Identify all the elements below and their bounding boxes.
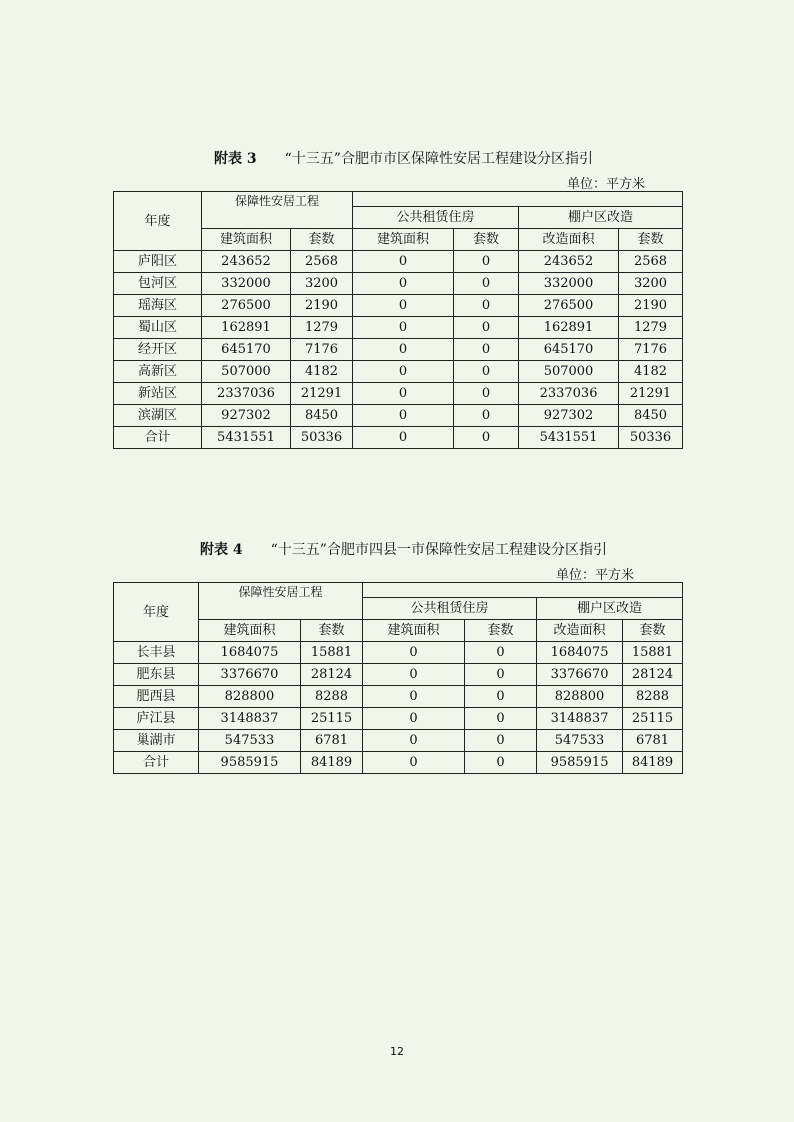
district-cell: 合计 (114, 427, 202, 449)
rent-area-cell: 0 (353, 339, 454, 361)
units-cell: 8450 (291, 405, 353, 427)
rent-area-cell: 0 (363, 752, 465, 774)
table-row (114, 295, 683, 317)
area-cell: 645170 (202, 339, 291, 361)
header-blank-cell (353, 192, 683, 207)
area-cell: 3148837 (199, 708, 301, 730)
area-cell: 2337036 (202, 383, 291, 405)
table-row (114, 317, 683, 339)
table-row (114, 427, 683, 449)
shanty-area-cell: 162891 (519, 317, 619, 339)
table4-caption-title: “十三五”合肥市四县一市保障性安居工程建设分区指引 (270, 542, 607, 558)
rent-area-cell: 0 (363, 642, 465, 664)
units-cell: 6781 (301, 730, 363, 752)
table-row (114, 383, 683, 405)
district-cell: 巢湖市 (114, 730, 199, 752)
district-cell: 经开区 (114, 339, 202, 361)
shanty-units-cell: 2568 (619, 251, 683, 273)
shanty-area-cell: 5431551 (519, 427, 619, 449)
area-cell: 243652 (202, 251, 291, 273)
units-cell: 21291 (291, 383, 353, 405)
col-header-rent-area: 建筑面积 (353, 229, 454, 251)
district-cell: 肥西县 (114, 686, 199, 708)
group-header-rent: 公共租赁住房 (363, 598, 537, 620)
table-row (114, 664, 683, 686)
col-header-shanty-units: 套数 (623, 620, 683, 642)
col-header-shanty-units: 套数 (619, 229, 683, 251)
table-row (114, 752, 683, 774)
table-row (114, 251, 683, 273)
group-header-shanty: 棚户区改造 (519, 207, 683, 229)
header-blank-cell (363, 583, 683, 598)
page-number: 12 (390, 1045, 404, 1058)
district-cell: 新站区 (114, 383, 202, 405)
col-header-rent-area: 建筑面积 (363, 620, 465, 642)
rent-area-cell: 0 (363, 664, 465, 686)
rent-units-cell: 0 (465, 642, 537, 664)
rent-units-cell: 0 (454, 295, 519, 317)
shanty-area-cell: 2337036 (519, 383, 619, 405)
district-cell: 庐江县 (114, 708, 199, 730)
units-cell: 2190 (291, 295, 353, 317)
district-cell: 高新区 (114, 361, 202, 383)
col-header-area: 建筑面积 (202, 229, 291, 251)
shanty-units-cell: 8450 (619, 405, 683, 427)
rent-units-cell: 0 (465, 730, 537, 752)
group-header-total: 保障性安居工程 (199, 583, 363, 620)
rent-units-cell: 0 (454, 361, 519, 383)
district-cell: 合计 (114, 752, 199, 774)
rent-area-cell: 0 (353, 317, 454, 339)
shanty-units-cell: 84189 (623, 752, 683, 774)
shanty-units-cell: 2190 (619, 295, 683, 317)
col-header-shanty-area: 改造面积 (519, 229, 619, 251)
units-cell: 28124 (301, 664, 363, 686)
group-header-total: 保障性安居工程 (202, 192, 353, 229)
rent-units-cell: 0 (454, 339, 519, 361)
district-cell: 长丰县 (114, 642, 199, 664)
units-cell: 84189 (301, 752, 363, 774)
district-cell: 庐阳区 (114, 251, 202, 273)
shanty-units-cell: 3200 (619, 273, 683, 295)
units-cell: 3200 (291, 273, 353, 295)
shanty-units-cell: 25115 (623, 708, 683, 730)
col-header-rent-units: 套数 (454, 229, 519, 251)
area-cell: 828800 (199, 686, 301, 708)
rent-area-cell: 0 (353, 383, 454, 405)
rent-units-cell: 0 (465, 708, 537, 730)
rent-units-cell: 0 (454, 427, 519, 449)
table-row (114, 273, 683, 295)
rent-area-cell: 0 (353, 295, 454, 317)
table4-unit: 单位：平方米 (556, 568, 635, 583)
shanty-units-cell: 21291 (619, 383, 683, 405)
shanty-area-cell: 276500 (519, 295, 619, 317)
shanty-area-cell: 507000 (519, 361, 619, 383)
rent-area-cell: 0 (353, 405, 454, 427)
shanty-area-cell: 3148837 (537, 708, 623, 730)
rent-units-cell: 0 (465, 686, 537, 708)
table4-caption-number: 附表 4 (200, 542, 243, 558)
area-cell: 276500 (202, 295, 291, 317)
rent-area-cell: 0 (353, 427, 454, 449)
area-cell: 547533 (199, 730, 301, 752)
shanty-area-cell: 645170 (519, 339, 619, 361)
district-cell: 包河区 (114, 273, 202, 295)
units-cell: 25115 (301, 708, 363, 730)
shanty-area-cell: 9585915 (537, 752, 623, 774)
col-header-shanty-area: 改造面积 (537, 620, 623, 642)
rent-units-cell: 0 (454, 273, 519, 295)
area-cell: 3376670 (199, 664, 301, 686)
table-row (114, 361, 683, 383)
table3 (113, 191, 683, 449)
col-header-units: 套数 (291, 229, 353, 251)
table3-caption-number: 附表 3 (214, 151, 257, 167)
table-row (114, 405, 683, 427)
table3-caption-title: “十三五”合肥市市区保障性安居工程建设分区指引 (284, 151, 593, 167)
units-cell: 8288 (301, 686, 363, 708)
year-header: 年度 (114, 192, 202, 251)
district-cell: 滨湖区 (114, 405, 202, 427)
district-cell: 蜀山区 (114, 317, 202, 339)
col-header-units: 套数 (301, 620, 363, 642)
shanty-units-cell: 4182 (619, 361, 683, 383)
area-cell: 9585915 (199, 752, 301, 774)
rent-units-cell: 0 (465, 752, 537, 774)
units-cell: 15881 (301, 642, 363, 664)
rent-area-cell: 0 (363, 708, 465, 730)
rent-area-cell: 0 (363, 686, 465, 708)
table-row (114, 642, 683, 664)
area-cell: 507000 (202, 361, 291, 383)
district-cell: 瑶海区 (114, 295, 202, 317)
units-cell: 4182 (291, 361, 353, 383)
shanty-units-cell: 15881 (623, 642, 683, 664)
area-cell: 5431551 (202, 427, 291, 449)
area-cell: 1684075 (199, 642, 301, 664)
shanty-area-cell: 332000 (519, 273, 619, 295)
year-header: 年度 (114, 583, 199, 642)
shanty-area-cell: 3376670 (537, 664, 623, 686)
shanty-units-cell: 8288 (623, 686, 683, 708)
units-cell: 7176 (291, 339, 353, 361)
group-header-shanty: 棚户区改造 (537, 598, 683, 620)
shanty-area-cell: 1684075 (537, 642, 623, 664)
group-header-rent: 公共租赁住房 (353, 207, 519, 229)
rent-area-cell: 0 (363, 730, 465, 752)
shanty-area-cell: 927302 (519, 405, 619, 427)
units-cell: 1279 (291, 317, 353, 339)
area-cell: 162891 (202, 317, 291, 339)
area-cell: 927302 (202, 405, 291, 427)
shanty-units-cell: 28124 (623, 664, 683, 686)
district-cell: 肥东县 (114, 664, 199, 686)
rent-area-cell: 0 (353, 251, 454, 273)
rent-units-cell: 0 (454, 405, 519, 427)
shanty-area-cell: 547533 (537, 730, 623, 752)
rent-area-cell: 0 (353, 273, 454, 295)
table-row (114, 686, 683, 708)
area-cell: 332000 (202, 273, 291, 295)
table3-unit: 单位：平方米 (567, 177, 646, 192)
table-row (114, 730, 683, 752)
shanty-units-cell: 50336 (619, 427, 683, 449)
rent-units-cell: 0 (454, 251, 519, 273)
rent-area-cell: 0 (353, 361, 454, 383)
table4 (113, 582, 683, 774)
table-row (114, 339, 683, 361)
units-cell: 2568 (291, 251, 353, 273)
col-header-area: 建筑面积 (199, 620, 301, 642)
col-header-rent-units: 套数 (465, 620, 537, 642)
shanty-area-cell: 828800 (537, 686, 623, 708)
shanty-area-cell: 243652 (519, 251, 619, 273)
rent-units-cell: 0 (454, 383, 519, 405)
table-row (114, 708, 683, 730)
rent-units-cell: 0 (454, 317, 519, 339)
table4-caption (200, 539, 607, 559)
units-cell: 50336 (291, 427, 353, 449)
shanty-units-cell: 6781 (623, 730, 683, 752)
table3-caption (214, 148, 593, 168)
shanty-units-cell: 1279 (619, 317, 683, 339)
rent-units-cell: 0 (465, 664, 537, 686)
shanty-units-cell: 7176 (619, 339, 683, 361)
